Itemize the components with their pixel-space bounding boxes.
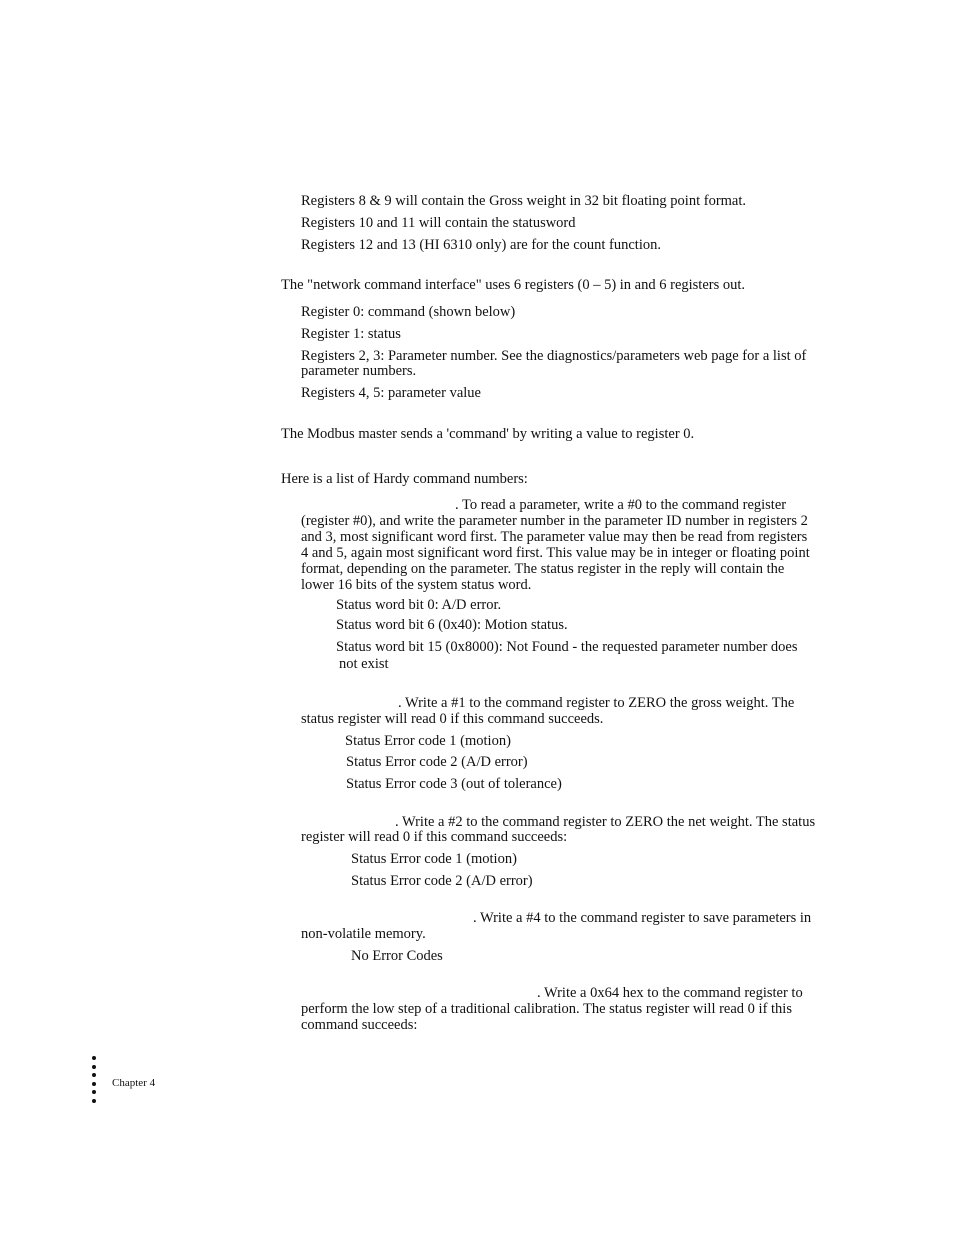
- cmd-zero-gross-line2: status register will read 0 if this command succeeds.: [301, 711, 604, 727]
- register-0-text: Register 0: command (shown below): [301, 304, 516, 320]
- cmd-cal-low-line3: command succeeds:: [301, 1017, 418, 1033]
- footer-chapter-label: Chapter 4: [112, 1077, 156, 1089]
- cmd-read-param-line: and 3, most significant word first. The parameter value may then be read from registers: [301, 529, 808, 545]
- cmd-read-param-line: 4 and 5, again most significant word first. This value may be in integer or floating point: [301, 545, 810, 561]
- footer-dot: [92, 1099, 96, 1103]
- command-list-intro: Here is a list of Hardy command numbers:: [281, 471, 528, 487]
- register-4-5-text: Registers 4, 5: parameter value: [301, 385, 481, 401]
- zero-gross-error-2: Status Error code 2 (A/D error): [346, 754, 528, 770]
- status-bit-15-text-line2: not exist: [339, 656, 389, 672]
- cmd-cal-low-line1: . Write a 0x64 hex to the command register to: [537, 985, 803, 1001]
- footer-dots-decoration: [92, 1056, 98, 1107]
- register-12-13-text: Registers 12 and 13 (HI 6310 only) are for the count function.: [301, 237, 661, 253]
- cmd-read-param-paragraph: [301, 497, 821, 593]
- cmd-read-param-line: (register #0), and write the parameter number in the parameter ID number in registers 2: [301, 513, 808, 529]
- zero-net-error-2: Status Error code 2 (A/D error): [351, 873, 533, 889]
- status-bit-0-text: Status word bit 0: A/D error.: [336, 597, 502, 613]
- status-bit-15-text-line1: Status word bit 15 (0x8000): Not Found - the requested parameter number does: [336, 639, 798, 655]
- cmd-read-param-line: . To read a parameter, write a #0 to the command register: [455, 497, 787, 513]
- cmd-zero-gross-line1: . Write a #1 to the command register to ZERO the gross weight. The: [398, 695, 795, 711]
- register-1-text: Register 1: status: [301, 326, 401, 342]
- save-no-error-codes: No Error Codes: [351, 948, 443, 964]
- register-8-9-text: Registers 8 & 9 will contain the Gross weight in 32 bit floating point format.: [301, 193, 747, 209]
- network-intro-text: The "network command interface" uses 6 registers (0 – 5) in and 6 registers out.: [281, 277, 746, 293]
- register-2-3-text-line2: parameter numbers.: [301, 363, 417, 379]
- zero-gross-error-3: Status Error code 3 (out of tolerance): [346, 776, 562, 792]
- modbus-master-text: The Modbus master sends a 'command' by writing a value to register 0.: [281, 426, 695, 442]
- footer-dot: [92, 1090, 96, 1094]
- zero-net-error-1: Status Error code 1 (motion): [351, 851, 517, 867]
- zero-gross-error-1: Status Error code 1 (motion): [345, 733, 511, 749]
- cmd-save-line2: non-volatile memory.: [301, 926, 426, 942]
- register-2-3-text-line1: Registers 2, 3: Parameter number. See the diagnostics/parameters web page for a list of: [301, 348, 807, 364]
- footer-dot: [92, 1073, 96, 1077]
- register-10-11-text: Registers 10 and 11 will contain the statusword: [301, 215, 576, 231]
- cmd-read-param-line: format, depending on the parameter. The status register in the reply will contain the: [301, 561, 785, 577]
- cmd-save-line1: . Write a #4 to the command register to save parameters in: [473, 910, 812, 926]
- status-bit-6-text: Status word bit 6 (0x40): Motion status.: [336, 617, 568, 633]
- footer-dot: [92, 1056, 96, 1060]
- footer-dot: [92, 1082, 96, 1086]
- cmd-read-param-line: lower 16 bits of the system status word.: [301, 577, 532, 593]
- cmd-zero-net-line1: . Write a #2 to the command register to ZERO the net weight. The status: [395, 814, 816, 830]
- cmd-zero-net-line2: register will read 0 if this command succeeds:: [301, 829, 568, 845]
- cmd-cal-low-line2: perform the low step of a traditional calibration. The status register will read 0 if this: [301, 1001, 792, 1017]
- footer-dot: [92, 1065, 96, 1069]
